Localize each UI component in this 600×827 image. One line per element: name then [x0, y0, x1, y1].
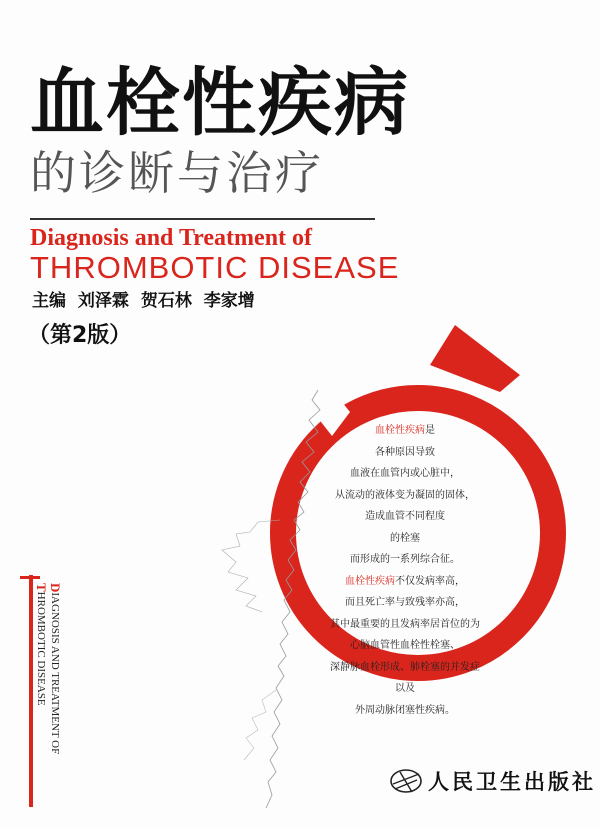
description-text: 其中最重要的且发病率居首位的为	[330, 618, 480, 630]
publisher-name: 人民卫生出版社	[428, 769, 596, 794]
description-highlight: 血栓性疾病	[375, 425, 425, 436]
english-title-line1: Diagnosis and Treatment of	[30, 225, 313, 251]
book-title-main: 血栓性疾病	[30, 60, 410, 146]
description-line	[325, 549, 485, 571]
editors-line: 主编 刘泽霖 贺石林 李家增	[32, 291, 255, 311]
description-line	[325, 614, 485, 636]
vertical-title-rest-2: HROMBOTIC DISEASE	[35, 591, 47, 706]
description-text: 的栓塞	[390, 532, 420, 544]
vertical-title-initial-2: T	[34, 583, 49, 592]
description-text: 深静脉血栓形成、肺栓塞的并发症	[330, 661, 480, 673]
description-text: 造成血管不同程度	[365, 511, 445, 522]
description-line	[325, 420, 485, 442]
description-text: 从流动的液体变为凝固的固体，	[335, 489, 475, 501]
description-line	[325, 463, 485, 485]
publisher-logo-icon	[391, 770, 421, 792]
description-text: 心脑血管性血栓性栓塞、	[350, 640, 460, 651]
description-line	[325, 485, 485, 507]
vertical-title-initial-1: D	[48, 583, 63, 593]
description-text: 各种原因导致	[375, 446, 435, 458]
description-line	[325, 442, 485, 464]
description-highlight: 血栓性疾病	[345, 575, 395, 587]
description-line	[325, 571, 485, 593]
title-divider	[30, 218, 375, 220]
description-line	[325, 528, 485, 550]
red-arrow-wedge	[430, 325, 520, 392]
description-line	[325, 700, 485, 722]
spine-red-bar	[29, 575, 33, 807]
waveform-branch-lower	[244, 690, 276, 760]
description-line	[325, 635, 485, 657]
description-line	[325, 592, 485, 614]
description-line	[325, 678, 485, 700]
description-text: 血液在血管内或心脏中，	[350, 468, 460, 479]
description-text: 而且死亡率与致残率亦高，	[345, 597, 465, 608]
description-block	[325, 420, 485, 721]
edition-label: （第2版）	[28, 323, 132, 348]
vertical-title-rest-1: IAGNOSIS AND TREATMENT OF	[49, 592, 61, 755]
vertical-english-title	[34, 583, 62, 754]
description-text: 外周动脉闭塞性疾病。	[355, 704, 455, 716]
description-line	[325, 506, 485, 528]
description-line	[325, 657, 485, 679]
description-text: 而形成的一系列综合征。	[350, 554, 460, 565]
description-text: 是	[425, 425, 435, 436]
description-text: 不仅发病率高，	[395, 575, 465, 587]
description-text: 以及	[395, 683, 415, 694]
english-title-line2: THROMBOTIC DISEASE	[30, 250, 400, 285]
book-title-sub: 的诊断与治疗	[30, 146, 324, 200]
